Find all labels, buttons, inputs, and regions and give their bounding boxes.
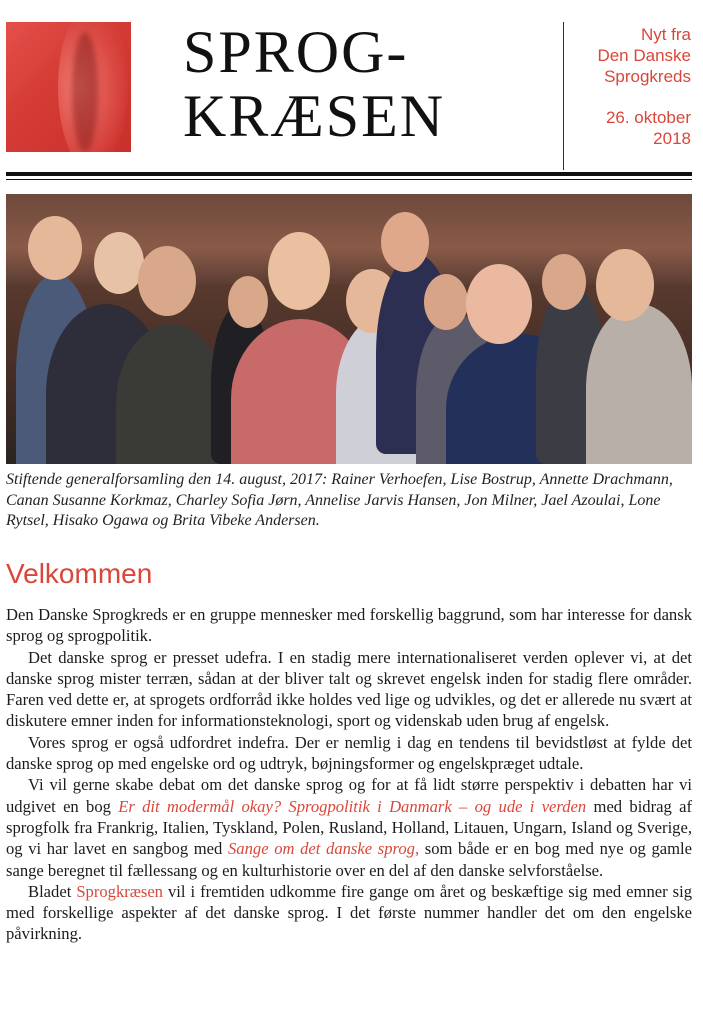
header-rule-thick — [6, 172, 692, 176]
logo-swirl-shadow — [72, 32, 98, 152]
photo-face — [268, 232, 330, 310]
masthead-line-2: KRÆSEN — [183, 83, 446, 149]
paragraph-text: Vi vil gerne skabe debat om det danske sprog og for at få lidt større perspektiv i debatten har vi udgivet en bog — [6, 775, 692, 816]
masthead-title — [183, 20, 553, 148]
issue-date-line-2: 2018 — [653, 129, 691, 148]
photo-face — [596, 249, 654, 321]
magazine-name-link[interactable]: Sprogkræsen — [76, 881, 163, 901]
article-paragraph-5 — [6, 881, 692, 945]
photo-face — [424, 274, 468, 330]
paragraph-text: som både er en bog med nye og gamle sange beregnet til fællessang og en kulturhistorie over en del af den danske selvforståelse. — [6, 839, 693, 880]
group-photo — [6, 194, 692, 464]
photo-face — [138, 246, 196, 316]
article-body — [6, 604, 692, 945]
issue-info — [561, 24, 691, 149]
issue-info-line-3: Sprogkreds — [604, 67, 691, 86]
photo-caption: Stiftende generalforsamling den 14. august, 2017: Rainer Verhoefen, Lise Bostrup, Annette Drachmann, Canan Susanne Korkmaz, Charley Sofia Jørn, Annelise Jarvis Hansen, Jon Milner, Jael Azoulai, Lone Rytsel, Hisako Ogawa og Brita Vibeke Andersen. — [6, 471, 673, 529]
issue-date-line-1: 26. oktober — [605, 108, 691, 127]
header-rule-thin — [6, 179, 692, 180]
article-paragraph-4 — [6, 774, 692, 880]
paragraph-text: med bidrag af sprogfolk fra Frankrig, Italien, Tyskland, Polen, Rusland, Holland, Litauen, Ungarn, Island og Sverige, og vi har lavet en sangbog med — [6, 796, 692, 859]
masthead-line-1: SPROG- — [183, 19, 409, 85]
photo-face — [466, 264, 532, 344]
photo-face — [28, 216, 82, 280]
section-title: Velkommen — [6, 558, 153, 589]
article-paragraph-2: Det danske sprog er presset udefra. I en stadig mere internationaliseret verden oplever vi, at det danske sprog mister terræn, sådan at der bliver talt og skrevet engelsk inden for stadig flere områder. Faren ved dette er, at sprogets ordforråd ikke holdes ved lige og udvikles, og det er allerede nu svært at diskutere emner inden for informationsteknologi, sport og videnskab uden brug af engelsk. — [6, 647, 692, 731]
photo-figure — [116, 324, 226, 464]
issue-info-line-1: Nyt fra — [640, 25, 691, 44]
article-paragraph-3: Vores sprog er også udfordret indefra. Der er nemlig i dag en tendens til bevidstløst at fylde det danske sprog op med engelske ord og udtryk, bøjningsformer og engelskpræget udtale. — [6, 732, 692, 774]
article-paragraph-1: Den Danske Sprogkreds er en gruppe mennesker med forskellig baggrund, som har interesse for dansk sprog og sprogpolitik. — [6, 605, 692, 646]
photo-figure — [586, 304, 692, 464]
songbook-title-link[interactable]: Sange om det danske sprog, — [228, 839, 420, 859]
masthead-logo-art — [6, 22, 131, 152]
photo-face — [228, 276, 268, 328]
photo-face — [381, 212, 429, 272]
paragraph-text: vil i fremtiden udkomme fire gange om året og beskæftige sig med emner sig med forskellige aspekter af det danske sprog. I det første nummer handler det om den engelske påvirkning. — [6, 881, 692, 944]
paragraph-text: Bladet — [28, 881, 77, 901]
photo-face — [542, 254, 586, 310]
issue-info-line-2: Den Danske — [597, 46, 691, 65]
book-title-link[interactable]: Er dit modermål okay? Sprogpolitik i Danmark – og ude i verden — [118, 796, 587, 816]
photo-face — [94, 232, 144, 294]
